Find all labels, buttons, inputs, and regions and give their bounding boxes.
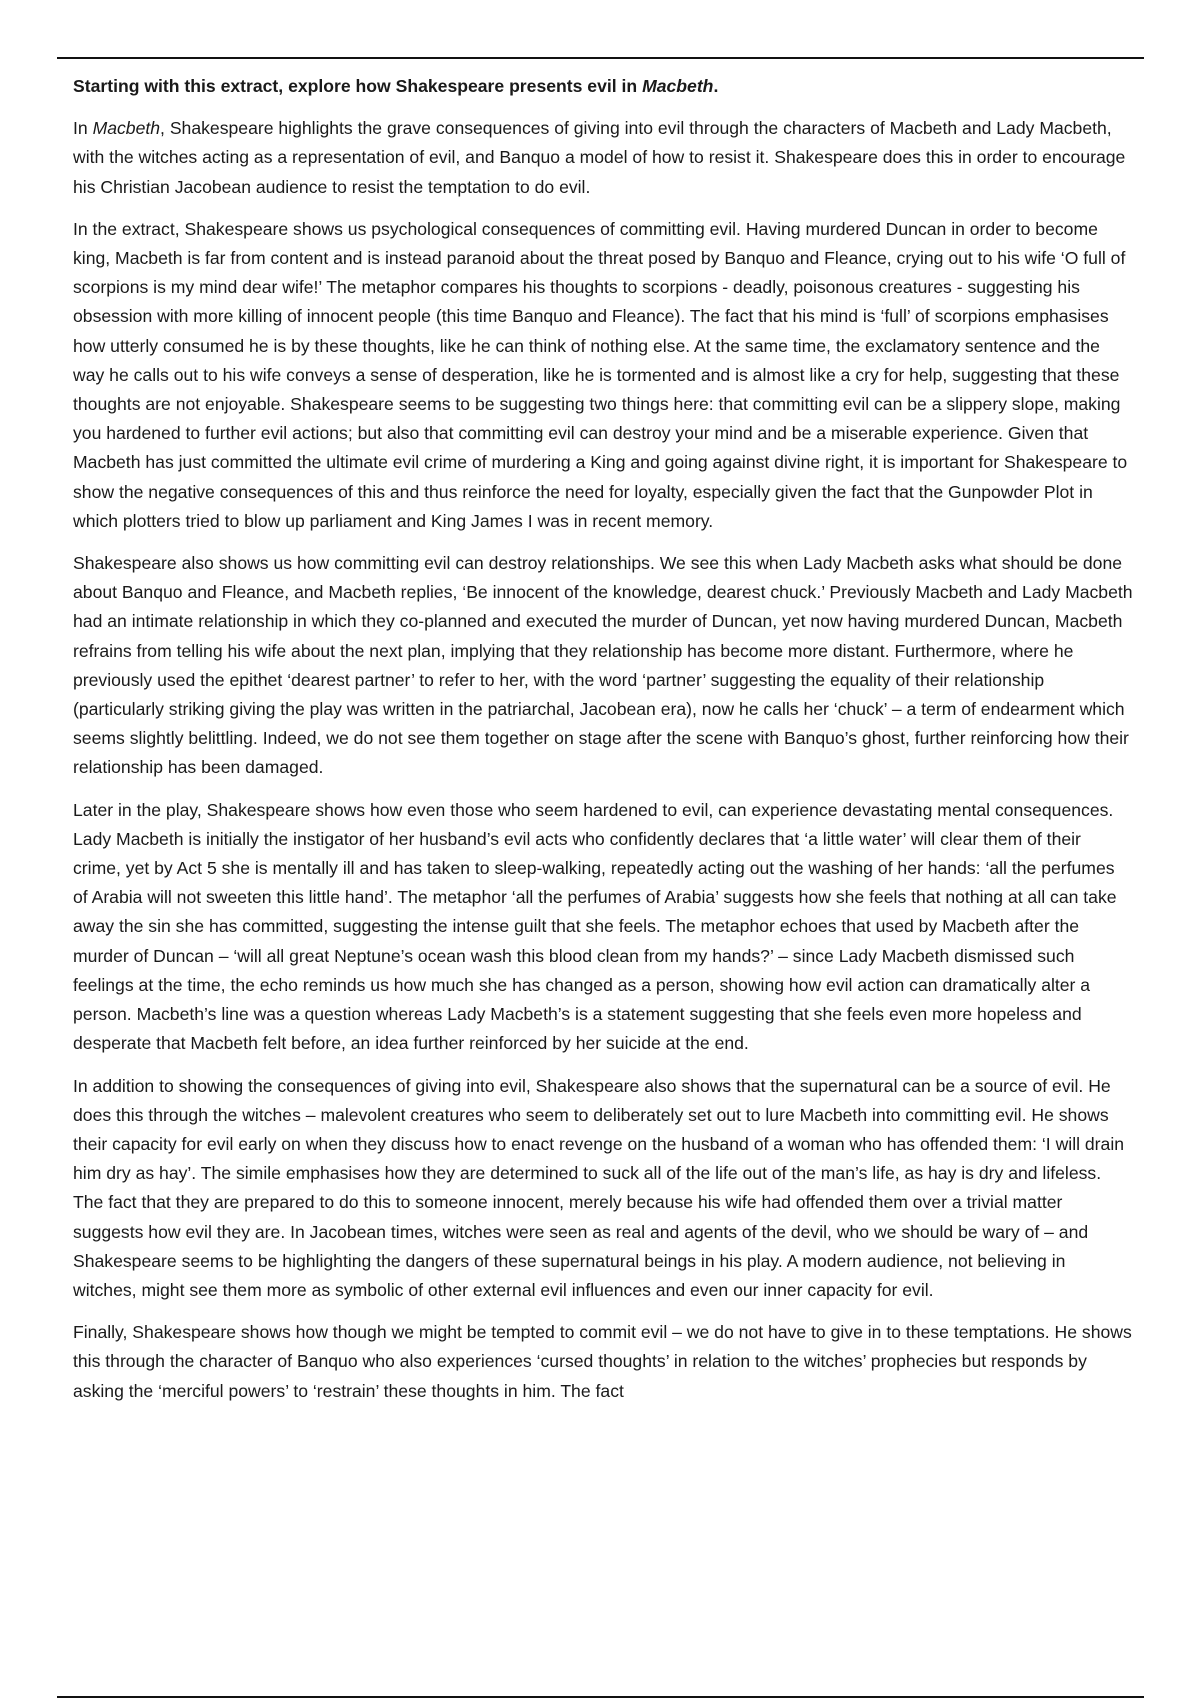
intro-paragraph: In Macbeth, Shakespeare highlights the grave consequences of giving into evil through the characters of Macbeth and Lady Macbeth, with the witches acting as a representation of evil, and Banquo a model of how to resist it. Shakespeare does this in order to encourage his Christian Jacobean audience to resist the temptation to do evil. (73, 118, 1126, 197)
essay-question: Starting with this extract, explore how Shakespeare presents evil in Macbeth. (73, 76, 719, 96)
bottom-rule (57, 1696, 1144, 1698)
play-title: Macbeth (642, 76, 714, 96)
paragraph-relationships: Shakespeare also shows us how committing evil can destroy relationships. We see this when Lady Macbeth asks what should be done about Banquo and Fleance, and Macbeth replies, ‘Be innocent of the knowledge, dearest chuck.’ Previously Macbeth and Lady Macbeth had an intimate relationship in which they co-planned and executed the murder of Duncan, yet now having murdered Duncan, Macbeth refrains from telling his wife about the next plan, implying that they relationship has become more distant. Furthermore, where he previously used the epithet ‘dearest partner’ to refer to her, with the word ‘partner’ suggesting the equality of their relationship (particularly striking giving the play was written in the patriarchal, Jacobean era), now he calls her ‘chuck’ – a term of endearment which seems slightly belittling. Indeed, we do not see them together on stage after the scene with Banquo’s ghost, further reinforcing how their relationship has been damaged. (73, 553, 1133, 778)
essay-body (73, 72, 1133, 1419)
paragraph-banquo: Finally, Shakespeare shows how though we might be tempted to commit evil – we do not have to give in to these temptations. He shows this through the character of Banquo who also experiences ‘cursed thoughts’ in relation to the witches’ prophecies but responds by asking the ‘merciful powers’ to ‘restrain’ these thoughts in him. The fact (73, 1322, 1132, 1401)
play-title: Macbeth (92, 118, 161, 139)
paragraph-lady-macbeth: Later in the play, Shakespeare shows how even those who seem hardened to evil, can experience devastating mental consequences. Lady Macbeth is initially the instigator of her husband’s evil acts who confidently declares that ‘a little water’ will clear them of their crime, yet by Act 5 she is mentally ill and has taken to sleep-walking, repeatedly acting out the washing of her hands: ‘all the perfumes of Arabia will not sweeten this little hand’. The metaphor ‘all the perfumes of Arabia’ suggests how she feels that nothing at all can take away the sin she has committed, suggesting the intense guilt that she feels. The metaphor echoes that used by Macbeth after the murder of Duncan – ‘will all great Neptune’s ocean wash this blood clean from my hands?’ – since Lady Macbeth dismissed such feelings at the time, the echo reminds us how much she has changed as a person, showing how evil action can dramatically alter a person. Macbeth’s line was a question whereas Lady Macbeth’s is a statement suggesting that she feels even more hopeless and desperate that Macbeth felt before, an idea further reinforced by her suicide at the end. (73, 799, 1117, 1054)
paragraph-extract-analysis: In the extract, Shakespeare shows us psychological consequences of committing evil. Having murdered Duncan in order to become king, Macbeth is far from content and is instead paranoid about the threat posed by Banquo and Fleance, crying out to his wife ‘O full of scorpions is my mind dear wife!’ The metaphor compares his thoughts to scorpions - deadly, poisonous creatures - suggesting his obsession with more killing of innocent people (this time Banquo and Fleance). The fact that his mind is ‘full’ of scorpions emphasises how utterly consumed he is by these thoughts, like he can think of nothing else. At the same time, the exclamatory sentence and the way he calls out to his wife conveys a sense of desperation, like he is tormented and is almost like a cry for help, suggesting that these thoughts are not enjoyable. Shakespeare seems to be suggesting two things here: that committing evil can be a slippery slope, making you hardened to further evil actions; but also that committing evil can destroy your mind and be a miserable experience. Given that Macbeth has just committed the ultimate evil crime of murdering a King and going against divine right, it is important for Shakespeare to show the negative consequences of this and thus reinforce the need for loyalty, especially given the fact that the Gunpowder Plot in which plotters tried to blow up parliament and King James I was in recent memory. (73, 218, 1128, 531)
top-rule (57, 57, 1144, 59)
paragraph-witches: In addition to showing the consequences of giving into evil, Shakespeare also shows that the supernatural can be a source of evil. He does this through the witches – malevolent creatures who seem to deliberately set out to lure Macbeth into committing evil. He shows their capacity for evil early on when they discuss how to enact revenge on the husband of a woman who has offended them: ‘I will drain him dry as hay’. The simile emphasises how they are determined to suck all of the life out of the man’s life, as hay is dry and lifeless. The fact that they are prepared to do this to someone innocent, merely because his wife had offended them over a trivial matter suggests how evil they are. In Jacobean times, witches were seen as real and agents of the devil, who we should be wary of – and Shakespeare seems to be highlighting the dangers of these supernatural beings in his play. A modern audience, not believing in witches, might see them more as symbolic of other external evil influences and even our inner capacity for evil. (73, 1075, 1125, 1300)
